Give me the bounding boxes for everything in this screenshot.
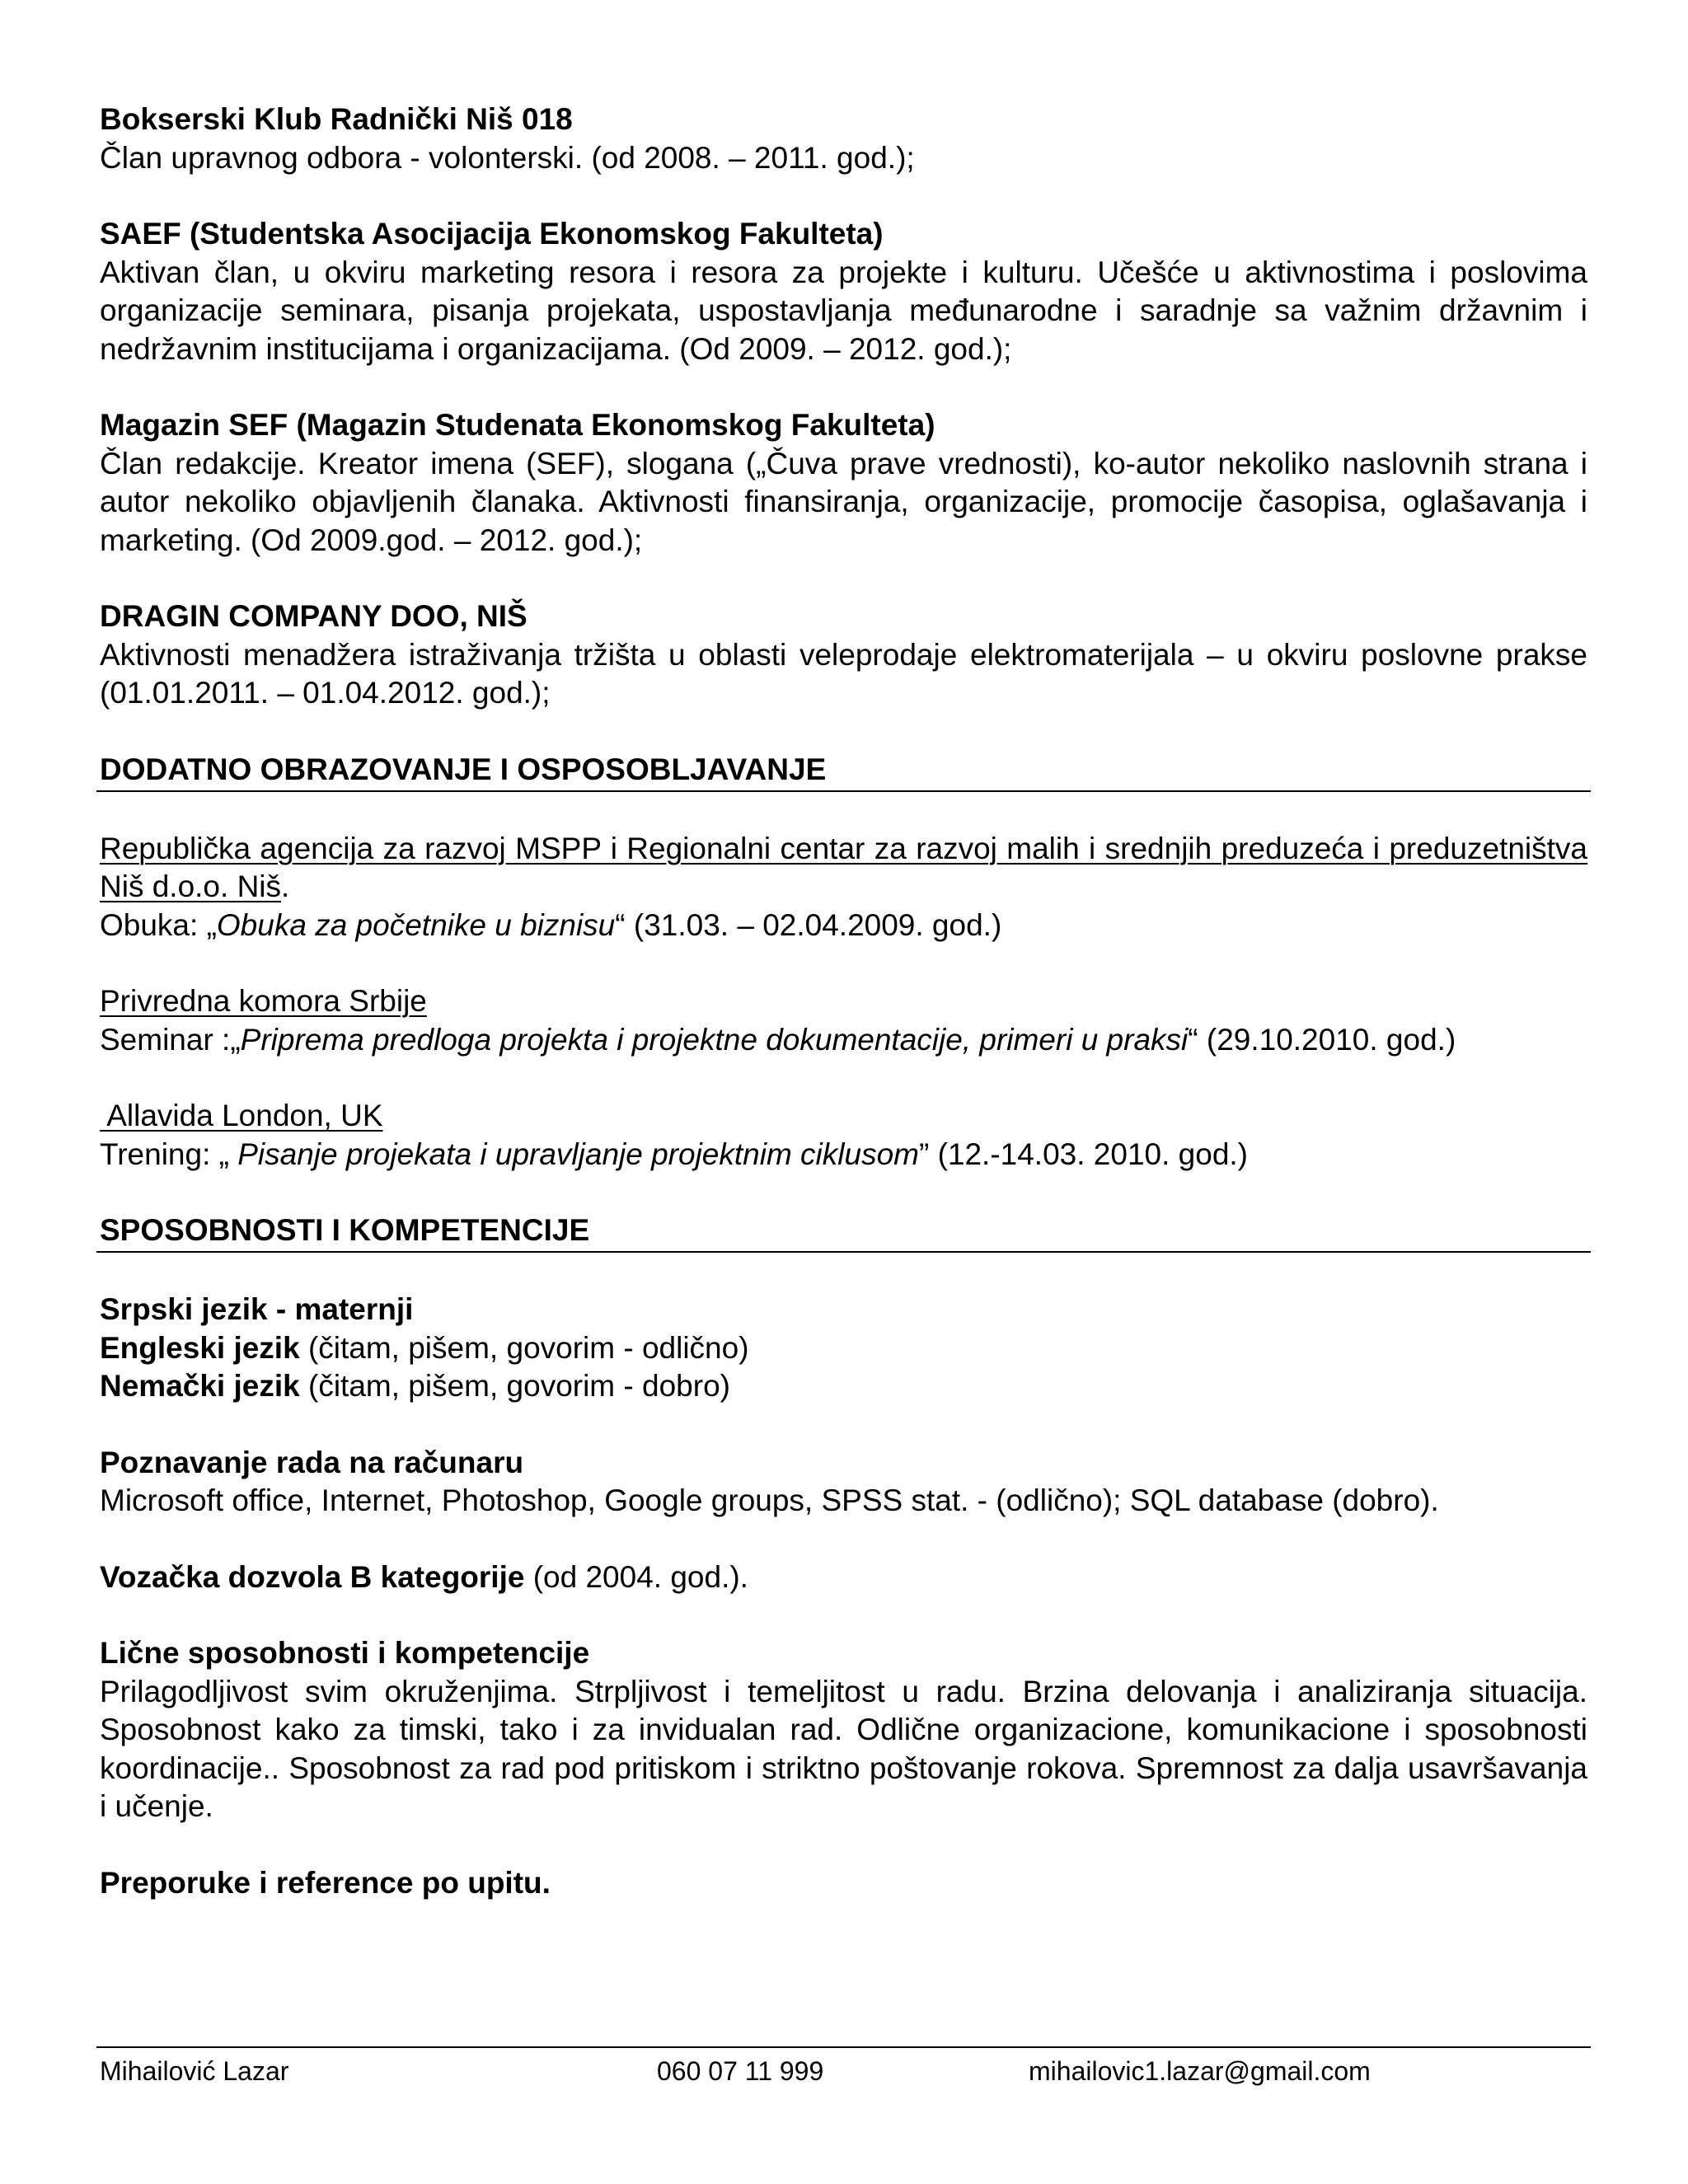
references-text: Preporuke i reference po upitu.: [100, 1865, 551, 1900]
language-german: Nemački jezik (čitam, pišem, govorim - dobro): [100, 1369, 730, 1403]
personal-skills: [100, 1634, 1587, 1826]
computer-skills-text: Microsoft office, Internet, Photoshop, Google groups, SPSS stat. - (odlično); SQL database (dobro).: [100, 1483, 1439, 1517]
computer-skills-label: Poznavanje rada na računaru: [100, 1445, 524, 1479]
education-org: Republička agencija za razvoj MSPP i Regionalni centar za razvoj malih i srednjih preduzeća i preduzetništva Niš d.o.o. Niš.: [100, 831, 1587, 903]
org-description: Član redakcije. Kreator imena (SEF), slogana („Čuva prave vrednosti), ko-autor nekoliko naslovnih strana i autor nekoliko objavljenih članaka. Aktivnosti finansiranja, organizacije, promocije časopisa, oglašavanja i marketing. (Od 2009.god. – 2012. god.);: [100, 446, 1587, 557]
references: [100, 1864, 1587, 1903]
org-description: Član upravnog odbora - volonterski. (od 2008. – 2011. god.);: [100, 140, 915, 175]
section-heading-education: DODATNO OBRAZOVANJE I OSPOSOBLJAVANJE: [96, 751, 1591, 792]
footer-email: mihailovic1.lazar@gmail.com: [1029, 2056, 1371, 2086]
education-item: [100, 1097, 1587, 1174]
education-org-name: Privredna komora Srbije: [100, 984, 427, 1018]
education-item: [100, 982, 1587, 1059]
footer-phone: 060 07 11 999: [657, 2056, 824, 2086]
computer-skills: [100, 1444, 1587, 1521]
org-description: Aktivnosti menadžera istraživanja tržišta u oblasti veleprodaje elektromaterijala – u okviru poslovne prakse (01.01.2011. – 01.04.2012. god.);: [100, 637, 1587, 710]
experience-dragin-company: [100, 598, 1587, 713]
personal-skills-label: Lične sposobnosti i kompetencije: [100, 1636, 590, 1670]
org-title: DRAGIN COMPANY DOO, NIŠ: [100, 599, 528, 633]
course-title: Obuka za početnike u biznisu: [216, 907, 616, 942]
cv-page: [100, 101, 1587, 1902]
language-english: Engleski jezik (čitam, pišem, govorim - odlično): [100, 1330, 749, 1365]
education-org-name: Republička agencija za razvoj MSPP i Regionalni centar za razvoj malih i srednjih preduzeća i preduzetništva Niš d.o.o. Niš: [100, 831, 1587, 903]
org-title: SAEF (Studentska Asocijacija Ekonomskog Fakulteta): [100, 217, 884, 251]
experience-boxing-club: [100, 101, 1587, 177]
driving-license: [100, 1558, 1587, 1597]
org-title: Bokserski Klub Radnički Niš 018: [100, 102, 573, 136]
driving-license-detail: (od 2004. god.).: [524, 1559, 748, 1594]
page-footer: [96, 2046, 1591, 2086]
section-heading-skills: SPOSOBNOSTI I KOMPETENCIJE: [96, 1212, 1591, 1253]
personal-skills-text: Prilagodljivost svim okruženjima. Strpljivost i temeljitost u radu. Brzina delovanja i analiziranja situacija. Sposobnost kako za timski, tako i za invidualan rad. Odlične organizacione, komunikacione i sposobnosti koordinacije.. Sposobnost za rad pod pritiskom i striktno poštovanje rokova. Spremnost za dalja usavršavanja i učenje.: [100, 1674, 1587, 1823]
languages: [100, 1291, 1587, 1406]
org-description: Aktivan član, u okviru marketing resora i resora za projekte i kulturu. Učešće u aktivnostima i poslovima organizacije seminara, pisanja projekata, uspostavljanja međunarodne i saradnje sa važnim državnim i nedržavnim institucijama i organizacijama. (Od 2009. – 2012. god.);: [100, 255, 1587, 366]
course-title: Priprema predloga projekta i projektne dokumentacije, primeri u praksi: [240, 1022, 1189, 1057]
education-org: [100, 1097, 1587, 1136]
education-course: Obuka: „Obuka za početnike u biznisu“ (31.03. – 02.04.2009. god.): [100, 907, 1002, 942]
experience-saef: [100, 215, 1587, 368]
org-title: Magazin SEF (Magazin Studenata Ekonomskog Fakulteta): [100, 408, 935, 442]
education-org: [100, 982, 1587, 1021]
language-serbian: Srpski jezik - maternji: [100, 1292, 414, 1326]
course-title: Pisanje projekata i upravljanje projektnim ciklusom: [237, 1137, 919, 1171]
experience-magazin-sef: [100, 406, 1587, 560]
education-course: Seminar :„Priprema predloga projekta i projektne dokumentacije, primeri u praksi“ (29.10.2010. god.): [100, 1022, 1456, 1057]
driving-license-label: Vozačka dozvola B kategorije: [100, 1559, 525, 1594]
education-course: Trening: „ Pisanje projekata i upravljanje projektnim ciklusom” (12.-14.03. 2010. god.): [100, 1137, 1249, 1171]
education-org-name: Allavida London, UK: [100, 1099, 383, 1132]
footer-name: Mihailović Lazar: [100, 2056, 289, 2086]
education-item: [100, 830, 1587, 945]
